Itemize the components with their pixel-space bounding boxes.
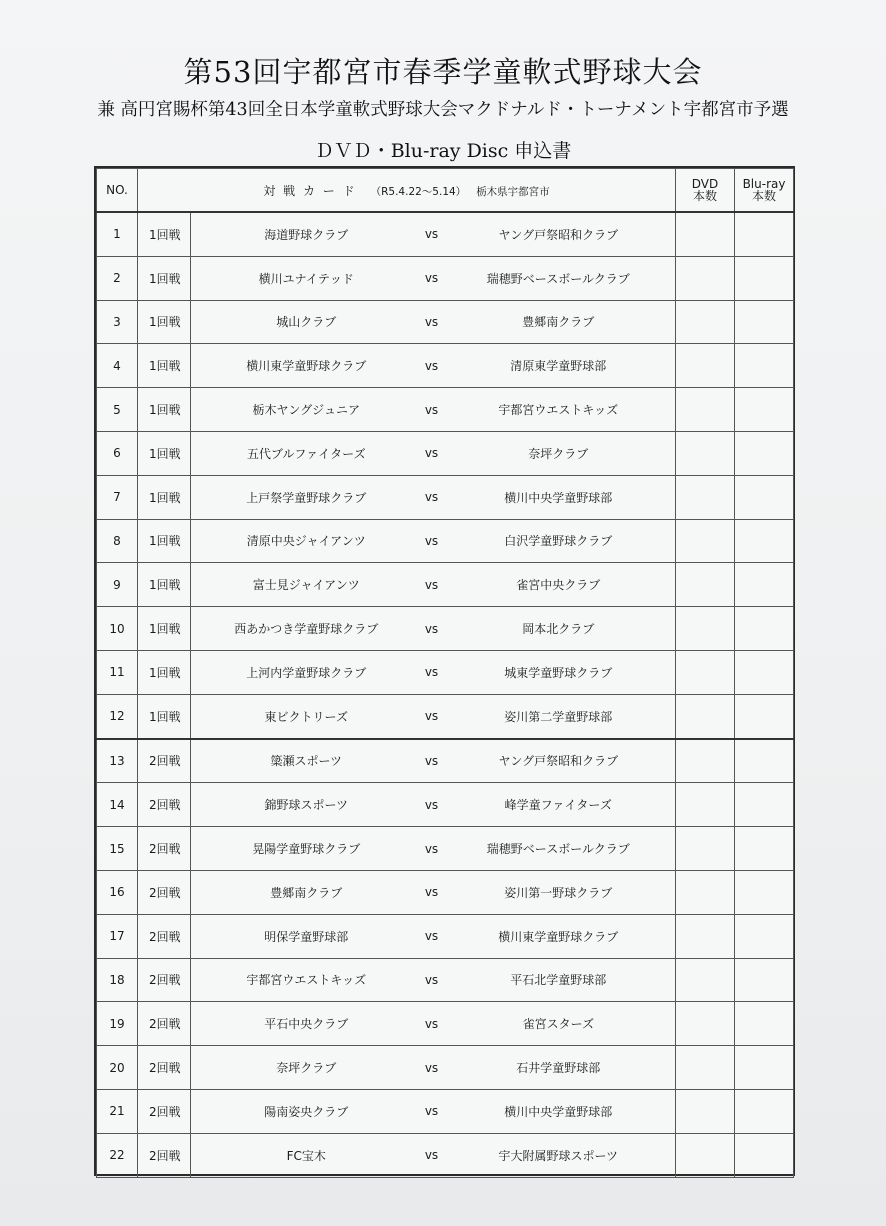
away-team: 横川東学童野球クラブ — [442, 914, 676, 958]
vs-label: vs — [422, 870, 442, 914]
match-round: 1回戦 — [138, 431, 191, 475]
home-team: 豊郷南クラブ — [191, 870, 422, 914]
col-header-dvd — [676, 169, 735, 213]
away-team: 雀宮スターズ — [442, 1002, 676, 1046]
vs-label: vs — [422, 783, 442, 827]
dvd-quantity-cell[interactable] — [676, 388, 735, 432]
match-number: 1 — [97, 212, 138, 256]
vs-label: vs — [422, 607, 442, 651]
dvd-quantity-cell[interactable] — [676, 344, 735, 388]
table-row — [97, 1089, 794, 1133]
col-header-card-location: 栃木県宇都宮市 — [476, 185, 550, 198]
col-header-bluray-line1: Blu-ray — [742, 177, 786, 191]
match-number: 8 — [97, 519, 138, 563]
dvd-quantity-cell[interactable] — [676, 958, 735, 1002]
order-table-frame — [94, 166, 795, 1176]
dvd-quantity-cell[interactable] — [676, 607, 735, 651]
table-row — [97, 388, 794, 432]
bluray-quantity-cell[interactable] — [735, 344, 794, 388]
dvd-quantity-cell[interactable] — [676, 563, 735, 607]
table-row — [97, 563, 794, 607]
home-team: 奈坪クラブ — [191, 1046, 422, 1090]
table-row — [97, 827, 794, 871]
col-header-dvd-line2: 本数 — [693, 189, 718, 203]
home-team: 上河内学童野球クラブ — [191, 650, 422, 694]
dvd-quantity-cell[interactable] — [676, 519, 735, 563]
dvd-quantity-cell[interactable] — [676, 827, 735, 871]
match-round: 2回戦 — [138, 870, 191, 914]
match-number: 19 — [97, 1002, 138, 1046]
away-team: 平石北学童野球部 — [442, 958, 676, 1002]
away-team: 瑞穂野ベースボールクラブ — [442, 827, 676, 871]
match-number: 11 — [97, 650, 138, 694]
bluray-quantity-cell[interactable] — [735, 650, 794, 694]
match-round: 2回戦 — [138, 1002, 191, 1046]
dvd-quantity-cell[interactable] — [676, 1046, 735, 1090]
table-row — [97, 650, 794, 694]
table-header-row — [97, 169, 794, 213]
table-row — [97, 475, 794, 519]
col-header-dvd-line1: DVD — [691, 177, 719, 191]
match-number: 3 — [97, 300, 138, 344]
away-team: 雀宮中央クラブ — [442, 563, 676, 607]
match-round: 1回戦 — [138, 344, 191, 388]
table-body — [97, 212, 794, 1177]
home-team: 栃木ヤングジュニア — [191, 388, 422, 432]
table-row — [97, 212, 794, 256]
bluray-quantity-cell[interactable] — [735, 388, 794, 432]
vs-label: vs — [422, 694, 442, 738]
match-number: 6 — [97, 431, 138, 475]
away-team: 瑞穂野ベースボールクラブ — [442, 256, 676, 300]
home-team: 西あかつき学童野球クラブ — [191, 607, 422, 651]
home-team: 横川ユナイテッド — [191, 256, 422, 300]
away-team: 姿川第二学童野球部 — [442, 694, 676, 738]
table-row — [97, 783, 794, 827]
dvd-quantity-cell[interactable] — [676, 431, 735, 475]
vs-label: vs — [422, 1002, 442, 1046]
home-team: 城山クラブ — [191, 300, 422, 344]
bluray-quantity-cell[interactable] — [735, 739, 794, 783]
col-header-bluray-line2: 本数 — [752, 189, 777, 203]
vs-label: vs — [422, 256, 442, 300]
bluray-quantity-cell[interactable] — [735, 914, 794, 958]
table-row — [97, 870, 794, 914]
vs-label: vs — [422, 475, 442, 519]
vs-label: vs — [422, 650, 442, 694]
match-number: 22 — [97, 1133, 138, 1177]
match-round: 2回戦 — [138, 1133, 191, 1177]
dvd-quantity-cell[interactable] — [676, 694, 735, 738]
bluray-quantity-cell[interactable] — [735, 431, 794, 475]
order-table — [96, 168, 794, 1178]
away-team: 岡本北クラブ — [442, 607, 676, 651]
match-round: 2回戦 — [138, 1046, 191, 1090]
vs-label: vs — [422, 1089, 442, 1133]
home-team: 横川東学童野球クラブ — [191, 344, 422, 388]
away-team: 宇大附属野球スポーツ — [442, 1133, 676, 1177]
dvd-quantity-cell[interactable] — [676, 1089, 735, 1133]
bluray-quantity-cell[interactable] — [735, 563, 794, 607]
table-row — [97, 519, 794, 563]
dvd-quantity-cell[interactable] — [676, 475, 735, 519]
home-team: 簗瀬スポーツ — [191, 739, 422, 783]
away-team: 宇都宮ウエストキッズ — [442, 388, 676, 432]
home-team: FC宝木 — [191, 1133, 422, 1177]
home-team: 上戸祭学童野球クラブ — [191, 475, 422, 519]
col-header-bluray — [735, 169, 794, 213]
match-number: 18 — [97, 958, 138, 1002]
vs-label: vs — [422, 1046, 442, 1090]
home-team: 陽南姿央クラブ — [191, 1089, 422, 1133]
page-subtitle: 兼 高円宮賜杯第43回全日本学童軟式野球大会マクドナルド・トーナメント宇都宮市予選 — [97, 100, 789, 120]
bluray-quantity-cell[interactable] — [735, 827, 794, 871]
dvd-quantity-cell[interactable] — [676, 739, 735, 783]
col-header-card — [138, 169, 676, 213]
away-team: 城東学童野球クラブ — [442, 650, 676, 694]
dvd-quantity-cell[interactable] — [676, 212, 735, 256]
vs-label: vs — [422, 914, 442, 958]
dvd-quantity-cell[interactable] — [676, 783, 735, 827]
away-team: 横川中央学童野球部 — [442, 475, 676, 519]
bluray-quantity-cell[interactable] — [735, 1089, 794, 1133]
match-number: 16 — [97, 870, 138, 914]
col-header-card-label: 対 戦 カ ー ド — [263, 183, 357, 198]
col-header-no: NO. — [97, 169, 138, 213]
home-team: 晃陽学童野球クラブ — [191, 827, 422, 871]
vs-label: vs — [422, 958, 442, 1002]
away-team: 豊郷南クラブ — [442, 300, 676, 344]
table-row — [97, 694, 794, 738]
vs-label: vs — [422, 388, 442, 432]
match-round: 2回戦 — [138, 914, 191, 958]
bluray-quantity-cell[interactable] — [735, 256, 794, 300]
match-round: 1回戦 — [138, 256, 191, 300]
table-row — [97, 607, 794, 651]
match-round: 1回戦 — [138, 650, 191, 694]
away-team: 石井学童野球部 — [442, 1046, 676, 1090]
match-number: 17 — [97, 914, 138, 958]
table-row — [97, 431, 794, 475]
dvd-quantity-cell[interactable] — [676, 256, 735, 300]
match-round: 1回戦 — [138, 388, 191, 432]
match-round: 2回戦 — [138, 1089, 191, 1133]
vs-label: vs — [422, 431, 442, 475]
home-team: 明保学童野球部 — [191, 914, 422, 958]
match-round: 2回戦 — [138, 827, 191, 871]
match-number: 20 — [97, 1046, 138, 1090]
page-title: 第53回宇都宮市春季学童軟式野球大会 — [183, 55, 703, 89]
table-row — [97, 300, 794, 344]
match-round: 1回戦 — [138, 607, 191, 651]
away-team: ヤング戸祭昭和クラブ — [442, 739, 676, 783]
vs-label: vs — [422, 300, 442, 344]
match-round: 2回戦 — [138, 958, 191, 1002]
away-team: ヤング戸祭昭和クラブ — [442, 212, 676, 256]
home-team: 清原中央ジャイアンツ — [191, 519, 422, 563]
bluray-quantity-cell[interactable] — [735, 958, 794, 1002]
match-number: 14 — [97, 783, 138, 827]
table-row — [97, 914, 794, 958]
vs-label: vs — [422, 212, 442, 256]
bluray-quantity-cell[interactable] — [735, 475, 794, 519]
bluray-quantity-cell[interactable] — [735, 300, 794, 344]
vs-label: vs — [422, 827, 442, 871]
away-team: 姿川第一野球クラブ — [442, 870, 676, 914]
match-round: 1回戦 — [138, 300, 191, 344]
away-team: 横川中央学童野球部 — [442, 1089, 676, 1133]
home-team: 海道野球クラブ — [191, 212, 422, 256]
table-row — [97, 256, 794, 300]
table-row — [97, 1046, 794, 1090]
match-round: 1回戦 — [138, 694, 191, 738]
form-name: ＤＶＤ・Blu-ray Disc 申込書 — [314, 140, 572, 162]
home-team: 五代ブルファイターズ — [191, 431, 422, 475]
table-row — [97, 1133, 794, 1177]
dvd-quantity-cell[interactable] — [676, 1133, 735, 1177]
dvd-quantity-cell[interactable] — [676, 870, 735, 914]
match-number: 7 — [97, 475, 138, 519]
match-round: 2回戦 — [138, 783, 191, 827]
bluray-quantity-cell[interactable] — [735, 870, 794, 914]
home-team: 富士見ジャイアンツ — [191, 563, 422, 607]
dvd-quantity-cell[interactable] — [676, 300, 735, 344]
away-team: 清原東学童野球部 — [442, 344, 676, 388]
match-number: 9 — [97, 563, 138, 607]
vs-label: vs — [422, 563, 442, 607]
match-round: 1回戦 — [138, 212, 191, 256]
away-team: 峰学童ファイターズ — [442, 783, 676, 827]
match-number: 15 — [97, 827, 138, 871]
bluray-quantity-cell[interactable] — [735, 607, 794, 651]
home-team: 東ビクトリーズ — [191, 694, 422, 738]
table-row — [97, 958, 794, 1002]
home-team: 錦野球スポーツ — [191, 783, 422, 827]
match-number: 4 — [97, 344, 138, 388]
dvd-quantity-cell[interactable] — [676, 914, 735, 958]
dvd-quantity-cell[interactable] — [676, 1002, 735, 1046]
bluray-quantity-cell[interactable] — [735, 1002, 794, 1046]
home-team: 平石中央クラブ — [191, 1002, 422, 1046]
match-number: 2 — [97, 256, 138, 300]
match-number: 5 — [97, 388, 138, 432]
match-round: 1回戦 — [138, 563, 191, 607]
away-team: 白沢学童野球クラブ — [442, 519, 676, 563]
table-row — [97, 1002, 794, 1046]
bluray-quantity-cell[interactable] — [735, 694, 794, 738]
vs-label: vs — [422, 344, 442, 388]
table-row — [97, 739, 794, 783]
dvd-quantity-cell[interactable] — [676, 650, 735, 694]
match-round: 1回戦 — [138, 519, 191, 563]
bluray-quantity-cell[interactable] — [735, 1133, 794, 1177]
vs-label: vs — [422, 1133, 442, 1177]
match-number: 10 — [97, 607, 138, 651]
bluray-quantity-cell[interactable] — [735, 1046, 794, 1090]
vs-label: vs — [422, 519, 442, 563]
bluray-quantity-cell[interactable] — [735, 212, 794, 256]
bluray-quantity-cell[interactable] — [735, 519, 794, 563]
col-header-card-range: （R5.4.22～5.14） — [370, 185, 467, 198]
bluray-quantity-cell[interactable] — [735, 783, 794, 827]
match-round: 1回戦 — [138, 475, 191, 519]
match-round: 2回戦 — [138, 739, 191, 783]
table-row — [97, 344, 794, 388]
home-team: 宇都宮ウエストキッズ — [191, 958, 422, 1002]
vs-label: vs — [422, 739, 442, 783]
match-number: 21 — [97, 1089, 138, 1133]
match-number: 13 — [97, 739, 138, 783]
match-number: 12 — [97, 694, 138, 738]
away-team: 奈坪クラブ — [442, 431, 676, 475]
